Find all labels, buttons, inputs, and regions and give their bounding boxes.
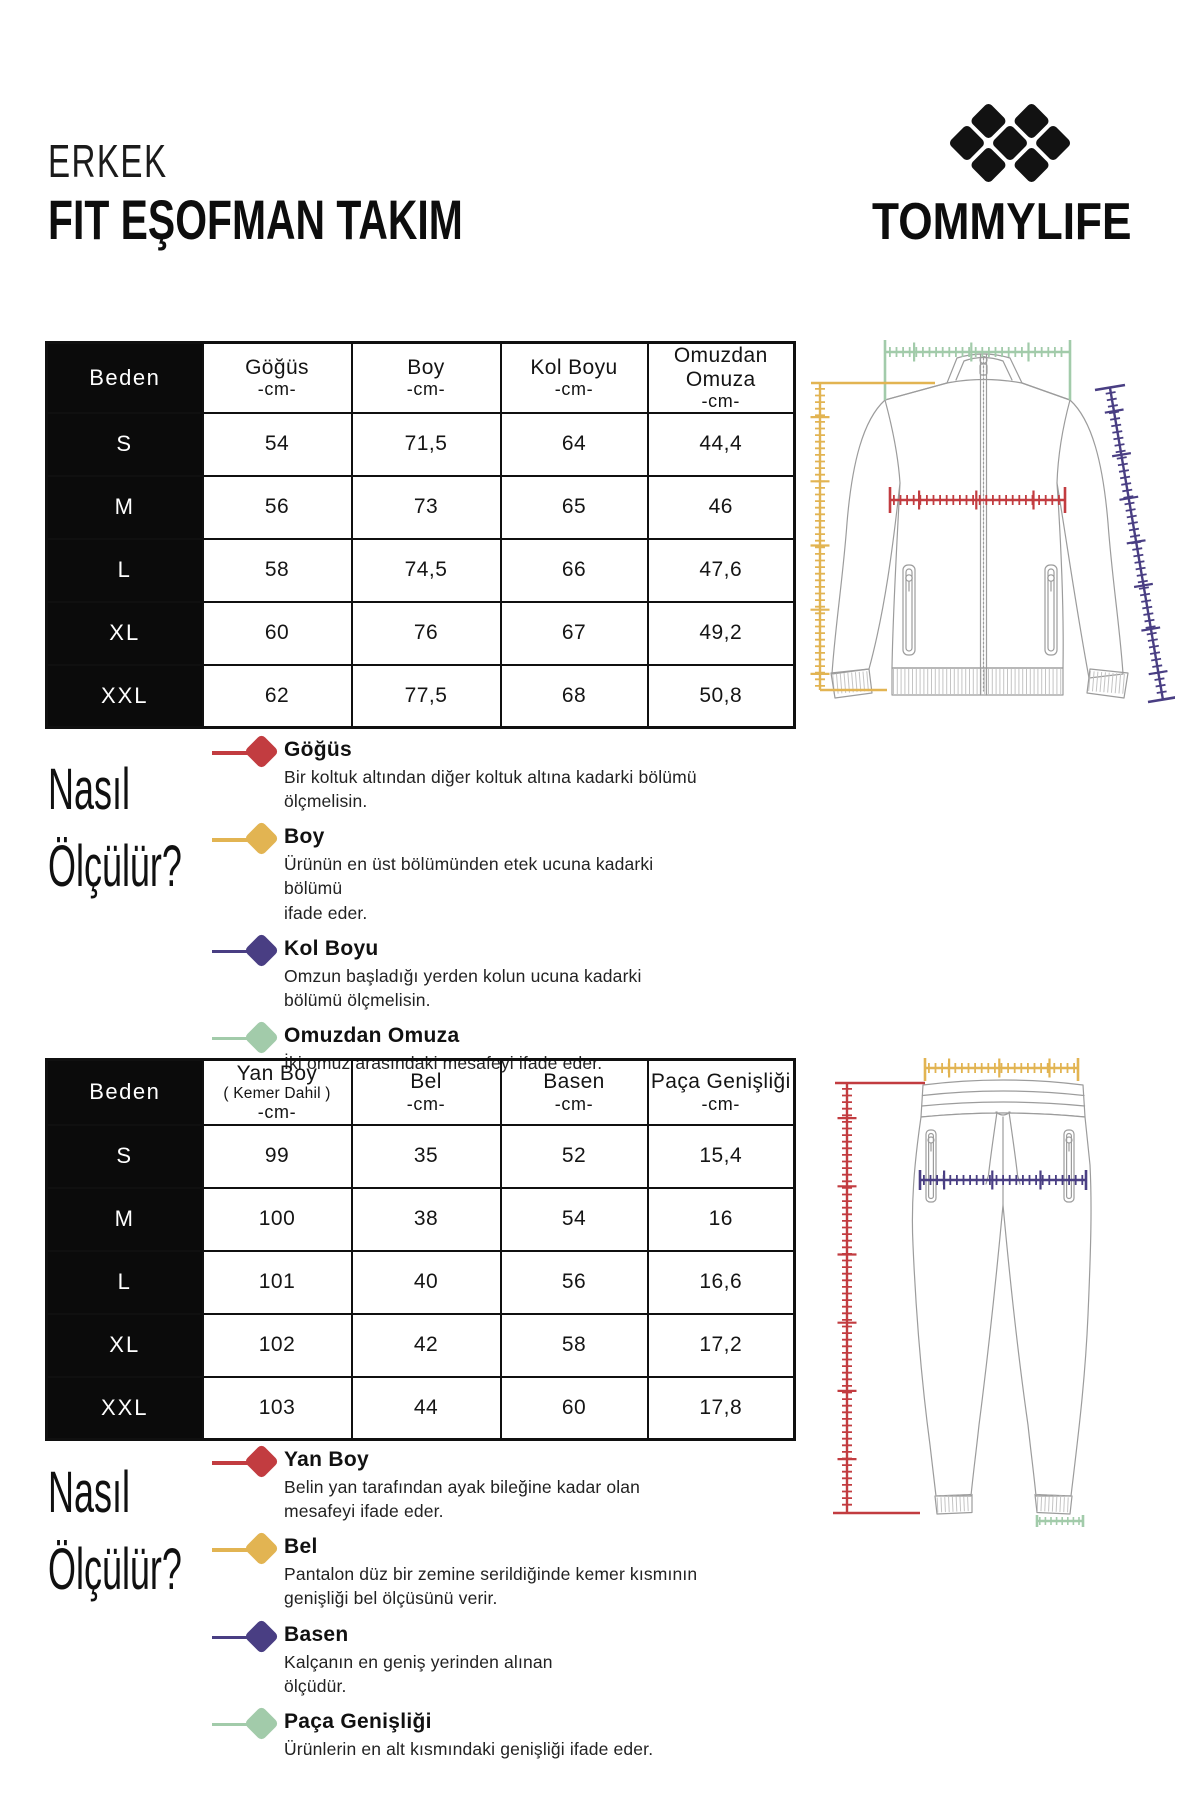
measurement-cell: 71,5 xyxy=(352,413,501,476)
measurement-cell: 44 xyxy=(352,1377,501,1440)
size-row-label: M xyxy=(47,1188,203,1251)
legend-item xyxy=(212,824,712,924)
length-diamond-icon xyxy=(212,824,284,858)
pants-diagram xyxy=(800,1055,1100,1535)
table-row xyxy=(47,1125,795,1188)
table-row xyxy=(47,1377,795,1440)
measurement-cell: 56 xyxy=(501,1251,648,1314)
size-row-label: XL xyxy=(47,602,203,665)
hem-width-diamond-icon xyxy=(212,1709,284,1743)
measurement-cell: 38 xyxy=(352,1188,501,1251)
how-to-measure-heading: Nasıl Ölçülür? xyxy=(48,757,182,899)
size-row-label: XXL xyxy=(47,665,203,728)
measurement-cell: 101 xyxy=(203,1251,352,1314)
measurement-cell: 16 xyxy=(648,1188,795,1251)
measurement-cell: 40 xyxy=(352,1251,501,1314)
waist-diamond-icon xyxy=(212,1534,284,1568)
measurement-cell: 50,8 xyxy=(648,665,795,728)
measurement-cell: 49,2 xyxy=(648,602,795,665)
column-header: Paça Genişliği -cm- xyxy=(648,1060,795,1125)
legend-description: İki omuz arasındaki mesafeyi ifade eder. xyxy=(284,1052,603,1073)
corner-cell: Beden xyxy=(47,1060,203,1125)
legend-description: Omzun başladığı yerden kolun ucuna kadarki bölümü ölçmelisin. xyxy=(284,965,642,1010)
measurement-cell: 54 xyxy=(203,413,352,476)
table-row xyxy=(47,1188,795,1251)
measurement-cell: 46 xyxy=(648,476,795,539)
column-header: Yan Boy ( Kemer Dahil ) -cm- xyxy=(203,1060,352,1125)
table-row xyxy=(47,539,795,602)
legend-item xyxy=(212,1534,712,1610)
measurement-cell: 73 xyxy=(352,476,501,539)
jacket-diagram xyxy=(805,288,1175,713)
pants-size-table xyxy=(45,1058,796,1441)
measurement-cell: 65 xyxy=(501,476,648,539)
column-header: Bel -cm- xyxy=(352,1060,501,1125)
column-header: Kol Boyu -cm- xyxy=(501,343,648,413)
legend-title: Bel xyxy=(284,1535,318,1559)
size-row-label: S xyxy=(47,1125,203,1188)
tommylife-logo-icon xyxy=(943,98,1077,188)
legend-title: Basen xyxy=(284,1622,349,1646)
measurement-cell: 99 xyxy=(203,1125,352,1188)
legend-description: Ürünlerin en alt kısmındaki genişliği ifade eder. xyxy=(284,1738,654,1759)
jacket-size-table xyxy=(45,341,796,729)
table-row xyxy=(47,476,795,539)
measurement-cell: 56 xyxy=(203,476,352,539)
size-row-label: XXL xyxy=(47,1377,203,1440)
measurement-cell: 103 xyxy=(203,1377,352,1440)
side-length-diamond-icon xyxy=(212,1447,284,1481)
pants-outline xyxy=(912,1080,1091,1514)
measurement-cell: 42 xyxy=(352,1314,501,1377)
legend-item xyxy=(212,1447,712,1523)
measurement-cell: 54 xyxy=(501,1188,648,1251)
table-header-row xyxy=(47,1060,795,1125)
page-subtitle: ERKEK xyxy=(48,135,168,187)
hip-diamond-icon xyxy=(212,1622,284,1656)
column-header: Basen -cm- xyxy=(501,1060,648,1125)
hem-width-measure-line xyxy=(1037,1515,1083,1527)
size-row-label: L xyxy=(47,539,203,602)
measurement-cell: 77,5 xyxy=(352,665,501,728)
column-header: Omuzdan Omuza -cm- xyxy=(648,343,795,413)
measurement-cell: 15,4 xyxy=(648,1125,795,1188)
table-row xyxy=(47,413,795,476)
legend-description: Kalçanın en geniş yerinden alınan ölçüdür. xyxy=(284,1651,553,1696)
measurement-cell: 17,2 xyxy=(648,1314,795,1377)
measurement-cell: 58 xyxy=(501,1314,648,1377)
legend-title: Omuzdan Omuza xyxy=(284,1023,460,1047)
measurement-cell: 100 xyxy=(203,1188,352,1251)
pants-measure-legend xyxy=(212,1447,712,1772)
size-row-label: M xyxy=(47,476,203,539)
legend-item xyxy=(212,1709,712,1761)
measurement-cell: 76 xyxy=(352,602,501,665)
size-row-label: XL xyxy=(47,1314,203,1377)
waist-measure-line xyxy=(925,1058,1078,1081)
measurement-cell: 74,5 xyxy=(352,539,501,602)
legend-title: Yan Boy xyxy=(284,1448,369,1471)
legend-title: Paça Genişliği xyxy=(284,1709,432,1733)
measurement-cell: 17,8 xyxy=(648,1377,795,1440)
table-row xyxy=(47,1314,795,1377)
measurement-cell: 60 xyxy=(203,602,352,665)
brand-name: TOMMYLIFE xyxy=(872,193,1132,251)
column-header: Göğüs -cm- xyxy=(203,343,352,413)
corner-cell: Beden xyxy=(47,343,203,413)
table-row xyxy=(47,1251,795,1314)
measurement-cell: 62 xyxy=(203,665,352,728)
measurement-cell: 68 xyxy=(501,665,648,728)
legend-description: Belin yan tarafından ayak bileğine kadar olan mesafeyi ifade eder. xyxy=(284,1477,641,1522)
measurement-cell: 60 xyxy=(501,1377,648,1440)
legend-description: Bir koltuk altından diğer koltuk altına kadarki bölümü ölçmelisin. xyxy=(284,767,697,812)
jacket-measure-legend xyxy=(212,737,712,1086)
side-length-measure-line xyxy=(833,1083,925,1513)
legend-item xyxy=(212,936,712,1012)
legend-title: Göğüs xyxy=(284,738,352,761)
measurement-cell: 44,4 xyxy=(648,413,795,476)
measurement-cell: 16,6 xyxy=(648,1251,795,1314)
measurement-cell: 47,6 xyxy=(648,539,795,602)
measurement-cell: 52 xyxy=(501,1125,648,1188)
chest-diamond-icon xyxy=(212,737,284,771)
measurement-cell: 102 xyxy=(203,1314,352,1377)
legend-description: Pantalon düz bir zemine serildiğinde kemer kısmının genişliği bel ölçüsünü verir. xyxy=(284,1564,698,1609)
measurement-cell: 64 xyxy=(501,413,648,476)
legend-item xyxy=(212,737,712,813)
legend-title: Boy xyxy=(284,825,325,849)
how-to-measure-heading: Nasıl Ölçülür? xyxy=(48,1460,182,1602)
sleeve-diamond-icon xyxy=(212,936,284,970)
size-row-label: S xyxy=(47,413,203,476)
measurement-cell: 67 xyxy=(501,602,648,665)
legend-description: Ürünün en üst bölümünden etek ucuna kadarki bölümü ifade eder. xyxy=(284,854,654,923)
measurement-cell: 35 xyxy=(352,1125,501,1188)
table-row xyxy=(47,665,795,728)
legend-item xyxy=(212,1622,712,1698)
size-row-label: L xyxy=(47,1251,203,1314)
page-title: FIT EŞOFMAN TAKIM xyxy=(48,188,463,251)
column-header: Boy -cm- xyxy=(352,343,501,413)
measurement-cell: 66 xyxy=(501,539,648,602)
jacket-outline xyxy=(831,354,1128,698)
measurement-cell: 58 xyxy=(203,539,352,602)
table-row xyxy=(47,602,795,665)
legend-title: Kol Boyu xyxy=(284,936,379,960)
table-header-row xyxy=(47,343,795,413)
shoulder-diamond-icon xyxy=(212,1023,284,1057)
